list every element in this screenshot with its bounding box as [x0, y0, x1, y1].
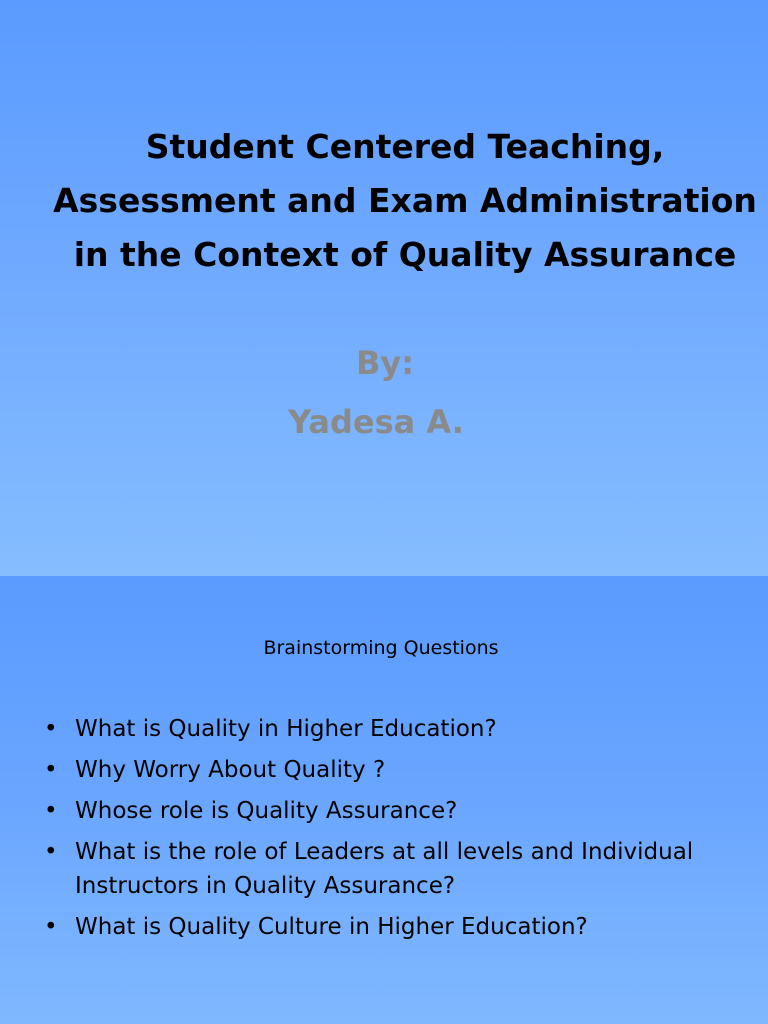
list-item	[44, 835, 744, 903]
bullet-icon: •	[44, 716, 58, 742]
question-text: What is Quality in Higher Education?	[75, 716, 497, 742]
question-text: What is Quality Culture in Higher Education?	[75, 914, 588, 940]
question-text: Whose role is Quality Assurance?	[75, 798, 458, 824]
byline-label-text: By:	[355, 344, 415, 382]
slide-title: Student Centered Teaching, Assessment and Exam Administration in the Context of Quality Assurance	[53, 127, 757, 274]
bullet-icon: •	[44, 914, 58, 940]
brainstorming-heading: Brainstorming Questions	[263, 637, 499, 659]
question-text: Why Worry About Quality ?	[75, 757, 386, 783]
bullet-icon: •	[44, 757, 58, 783]
bullet-icon: •	[44, 798, 58, 824]
list-item	[44, 910, 744, 944]
byline-label	[0, 344, 768, 382]
bullet-icon: •	[44, 839, 58, 865]
list-item	[44, 712, 744, 746]
list-item	[44, 794, 744, 828]
question-text: What is the role of Leaders at all levels and Individual Instructors in Quality Assurance?	[75, 839, 694, 899]
author-name: Yadesa A.	[288, 403, 464, 441]
brainstorming-question-list	[44, 712, 744, 951]
list-item	[44, 753, 744, 787]
